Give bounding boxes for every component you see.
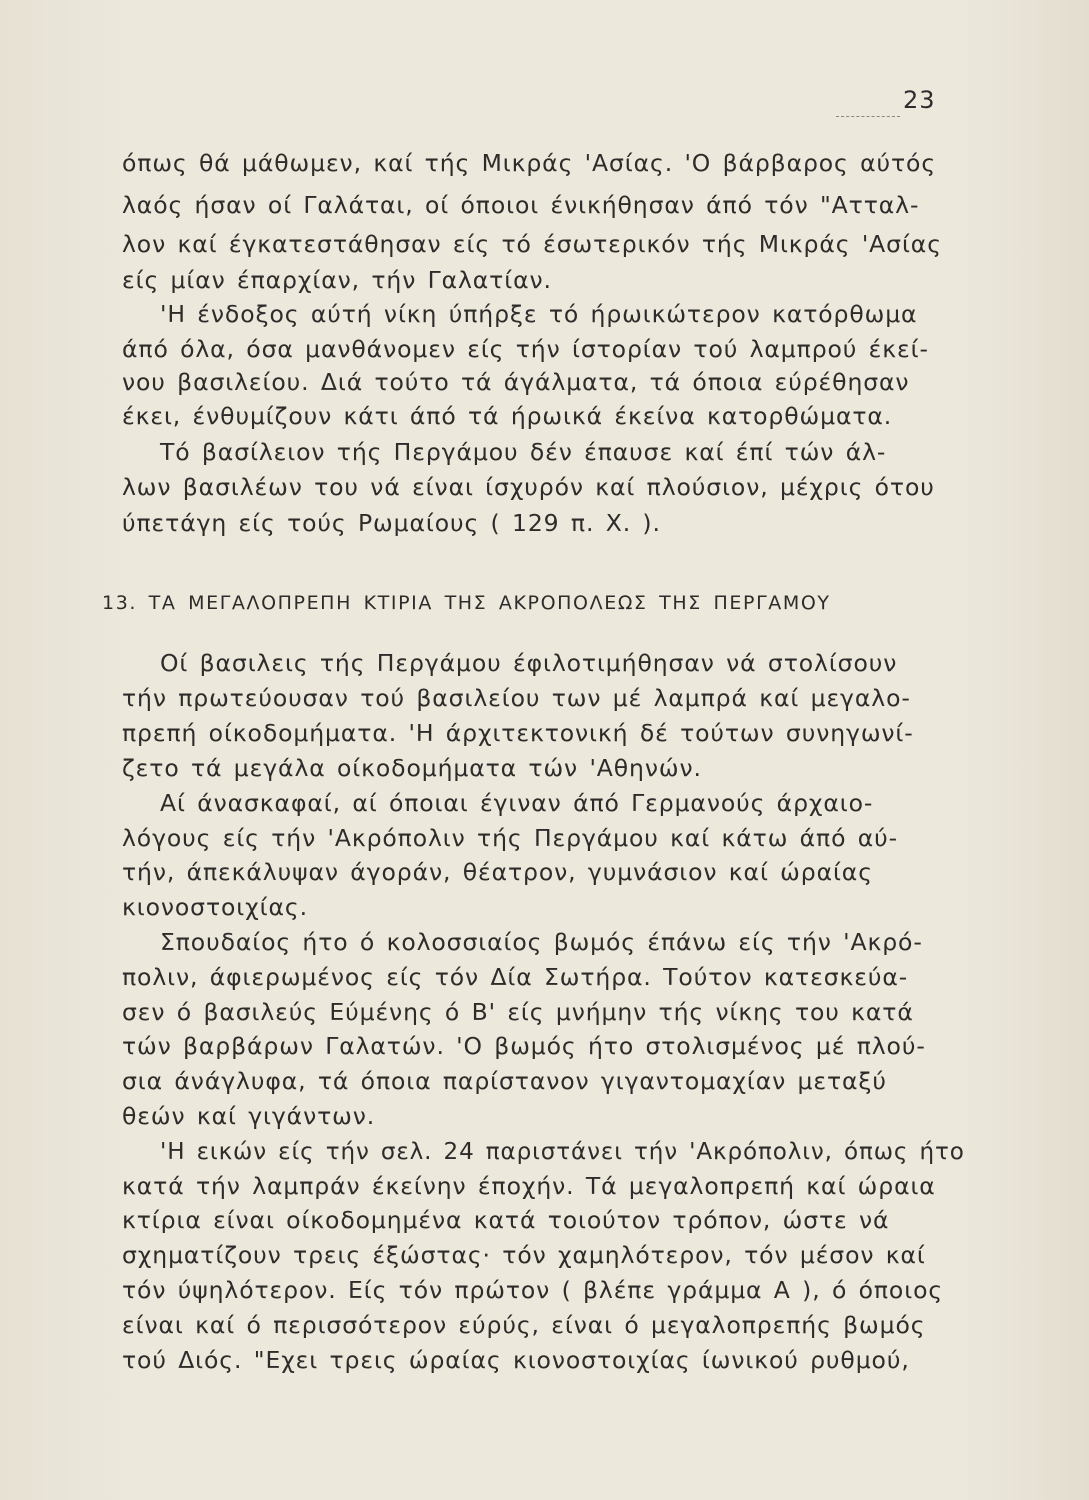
text-line: τού Διός. "Εχει τρεις ώραίας κιονοστοιχίας ίωνικού ρυθμού, (122, 1346, 910, 1374)
text-line: σχηματίζουν τρεις έξώστας· τόν χαμηλότερον, τόν μέσον καί (122, 1241, 926, 1269)
text-line: λων βασιλέων του νά είναι ίσχυρόν καί πλούσιον, μέχρις ότου (122, 473, 935, 501)
header-dashed-rule (836, 116, 900, 117)
text-line: κιονοστοιχίας. (122, 893, 308, 921)
text-line: 'Η ένδοξος αύτή νίκη ύπήρξε τό ήρωικώτερον κατόρθωμα (160, 300, 918, 328)
text-line: κατά τήν λαμπράν έκείνην έποχήν. Τά μεγαλοπρεπή καί ώραια (122, 1172, 936, 1200)
text-line: ζετο τά μεγάλα οίκοδομήματα τών 'Αθηνών. (122, 754, 702, 782)
text-line: τήν πρωτεύουσαν τού βασιλείου των μέ λαμπρά καί μεγαλο- (122, 684, 911, 712)
text-line: λόγους είς τήν 'Ακρόπολιν τής Περγάμου καί κάτω άπό αύ- (122, 824, 898, 852)
text-line: θεών καί γιγάντων. (122, 1102, 376, 1130)
text-line: κτίρια είναι οίκοδομημένα κατά τοιούτον τρόπον, ώστε νά (122, 1206, 890, 1234)
text-line: Σπουδαίος ήτο ό κολοσσιαίος βωμός έπάνω είς τήν 'Ακρό- (160, 928, 923, 956)
text-line: είναι καί ό περισσότερον εύρύς, είναι ό μεγαλοπρεπής βωμός (122, 1311, 926, 1339)
text-line: άπό όλα, όσα μανθάνομεν είς τήν ίστορίαν τού λαμπρού έκεί- (122, 335, 929, 363)
text-line: λον καί έγκατεστάθησαν είς τό έσωτερικόν τής Μικράς 'Ασίας (122, 230, 942, 258)
text-line: ύπετάγη είς τούς Ρωμαίους ( 129 π. Χ. ). (122, 509, 661, 537)
text-line: όπως θά μάθωμεν, καί τής Μικράς 'Ασίας. 'Ο βάρβαρος αύτός (122, 149, 937, 177)
text-line: τήν, άπεκάλυψαν άγοράν, θέατρον, γυμνάσιον καί ώραίας (122, 858, 873, 886)
text-line: λαός ήσαν οί Γαλάται, οί όποιοι ένικήθησαν άπό τόν "Ατταλ- (122, 191, 920, 219)
text-line: πολιν, άφιερωμένος είς τόν Δία Σωτήρα. Τούτον κατεσκεύα- (122, 963, 909, 991)
text-line: σεν ό βασιλεύς Εύμένης ό Β' είς μνήμην τής νίκης του κατά (122, 998, 914, 1026)
section-heading: 13. ΤΑ ΜΕΓΑΛΟΠΡΕΠΗ ΚΤΙΡΙΑ ΤΗΣ ΑΚΡΟΠΟΛΕΩΣ ΤΗΣ ΠΕΡΓΑΜΟΥ (102, 592, 831, 614)
text-line: νου βασιλείου. Διά τούτο τά άγάλματα, τά όποια εύρέθησαν (122, 368, 910, 396)
text-line: Τό βασίλειον τής Περγάμου δέν έπαυσε καί έπί τών άλ- (160, 438, 887, 466)
page-number: 23 (903, 86, 936, 114)
text-line: τόν ύψηλότερον. Είς τόν πρώτον ( βλέπε γράμμα Α ), ό όποιος (122, 1276, 944, 1304)
text-line: Αί άνασκαφαί, αί όποιαι έγιναν άπό Γερμανούς άρχαιο- (160, 789, 874, 817)
text-line: έκει, ένθυμίζουν κάτι άπό τά ήρωικά έκείνα κατορθώματα. (122, 402, 893, 430)
text-line: τών βαρβάρων Γαλατών. 'Ο βωμός ήτο στολισμένος μέ πλού- (122, 1032, 926, 1060)
text-line: Οί βασιλεις τής Περγάμου έφιλοτιμήθησαν νά στολίσουν (160, 649, 898, 677)
text-line: 'Η εικών είς τήν σελ. 24 παριστάνει τήν 'Ακρόπολιν, όπως ήτο (160, 1137, 965, 1165)
text-line: είς μίαν έπαρχίαν, τήν Γαλατίαν. (122, 266, 552, 294)
text-line: πρεπή οίκοδομήματα. 'Η άρχιτεκτονική δέ τούτων συνηγωνί- (122, 719, 914, 747)
text-line: σια άνάγλυφα, τά όποια παρίστανον γιγαντομαχίαν μεταξύ (122, 1067, 887, 1095)
